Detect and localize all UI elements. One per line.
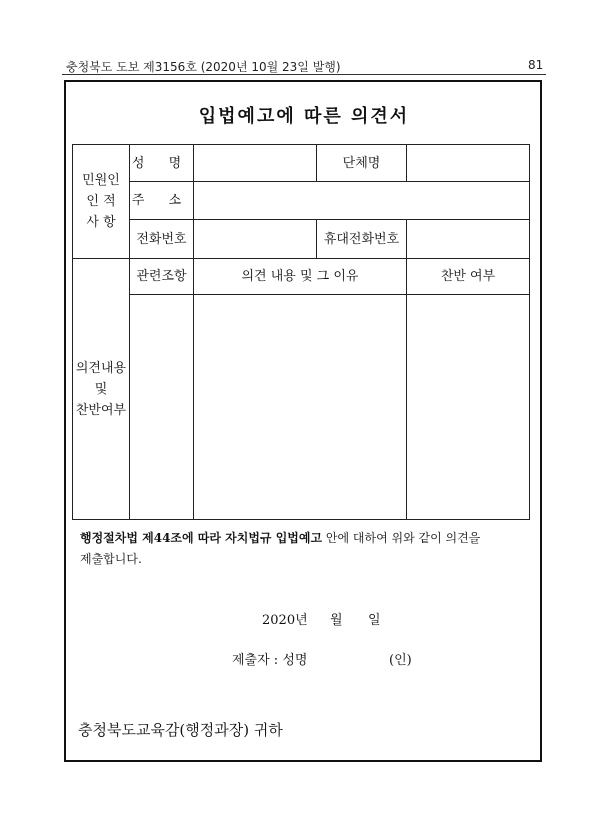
publication-header: 충청북도 도보 제3156호 (2020년 10월 23일 발행) [66, 60, 341, 74]
submission-statement [80, 528, 530, 570]
date-year: 2020년 [262, 613, 308, 628]
group-field[interactable] [407, 145, 529, 181]
content-column-header: 의견 내용 및 그 이유 [241, 269, 359, 284]
statement-legal-basis: 행정절차법 제44조에 따라 자치법규 입법예고 [80, 531, 323, 545]
statement-line-2: 제출합니다. [80, 552, 142, 566]
petitioner-label-line-1: 민원인 [82, 173, 120, 188]
opinion-label-line-3: 찬반여부 [75, 402, 127, 418]
mobile-label: 휴대전화번호 [323, 231, 400, 247]
petitioner-section-label [73, 145, 129, 258]
stance-field[interactable] [407, 295, 529, 519]
submitter-label: 제출자 : 성명 [232, 653, 308, 668]
phone-label: 전화번호 [136, 231, 187, 247]
header-rule [62, 74, 546, 75]
phone-field[interactable] [194, 220, 316, 258]
group-label: 단체명 [342, 155, 381, 171]
clause-field[interactable] [130, 295, 193, 519]
name-field[interactable] [194, 145, 316, 181]
petitioner-label-line-3: 사 항 [86, 215, 116, 230]
address-label: 주 소 [131, 193, 192, 208]
opinion-section-label [73, 259, 129, 519]
opinion-form-table [72, 144, 530, 520]
addressee: 충청북도교육감(행정과장) 귀하 [78, 721, 283, 739]
form-title: 입법예고에 따른 의견서 [198, 106, 410, 127]
stance-column-header: 찬반 여부 [440, 269, 496, 284]
name-label: 성 명 [131, 155, 192, 171]
signature-field[interactable] [318, 649, 378, 667]
opinion-content-field[interactable] [194, 295, 406, 519]
petitioner-label-line-2: 인 적 [86, 194, 116, 209]
table-border-bottom [72, 519, 530, 520]
date-day: 일 [368, 613, 381, 628]
table-border-right [529, 144, 530, 520]
mobile-field[interactable] [407, 220, 529, 258]
address-field[interactable] [194, 182, 529, 219]
opinion-label-line-1: 의견내용 [75, 360, 127, 376]
clause-column-header: 관련조항 [136, 269, 187, 284]
page-number: 81 [528, 58, 544, 72]
date-month: 월 [330, 613, 343, 628]
opinion-label-line-2: 및 [94, 381, 108, 397]
seal-mark: (인) [389, 653, 412, 668]
statement-line-1: 안에 대하여 위와 같이 의견을 [322, 531, 481, 545]
